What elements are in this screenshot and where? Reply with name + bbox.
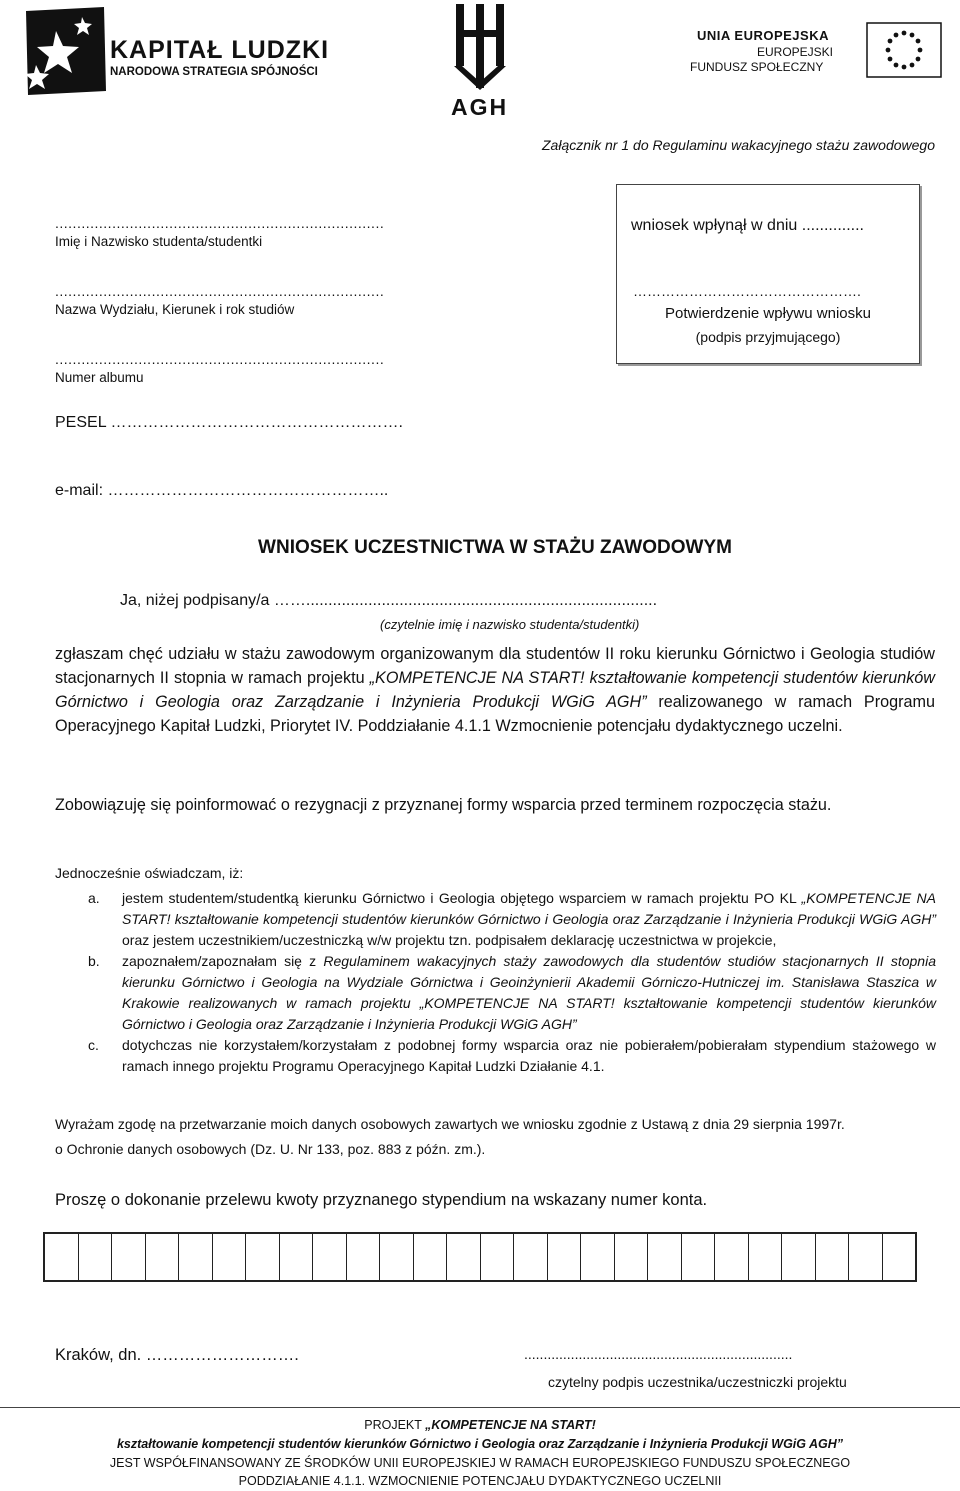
account-digit-cell[interactable] [447,1234,481,1280]
account-digit-cell[interactable] [146,1234,180,1280]
paragraph-text-1: zgłaszam chęć udziału w stażu zawodowym organizowanym dla studentów II roku kierunku Górnictwo i Geologia studiów stacjonarnych II stopnia w ramach projektu [55,645,935,687]
footer-line-3: JEST WSPÓŁFINANSOWANY ZE ŚRODKÓW UNII EUROPEJSKIEJ W RAMACH EUROPEJSKIEGO FUNDUSZU SPOŁECZNEGO [109,1456,851,1470]
faculty-label: Nazwa Wydziału, Kierunek i rok studiów [55,302,295,317]
list-item [88,951,936,1035]
document-title: WNIOSEK UCZESTNICTWA W STAŻU ZAWODOWYM [258,537,732,558]
pesel-field[interactable]: PESEL ………………………………………………. [55,414,403,431]
list-marker: a. [88,890,100,906]
account-digit-cell[interactable] [883,1234,916,1280]
paragraph-text-2: realizowanego w ramach Programu Operacyjnego Kapitał Ludzki, Priorytet IV. Poddziałanie 4.1.1 Wzmocnienie potencjału dydaktycznego uczelni. [55,693,936,735]
consent-line-1: Wyrażam zgodę na przetwarzanie moich danych osobowych zawartych we wniosku zgodnie z Ustawą z dnia 29 sierpnia 1997r. [55,1116,845,1132]
signed-name-field[interactable]: Ja, niżej podpisany/a ……............................................................................... [120,592,658,609]
place-date-field[interactable]: Kraków, dn. ………………………. [55,1346,299,1364]
resignation-paragraph: Zobowiązuję się poinformować o rezygnacji z przyznanej formy wsparcia przed terminem rozpoczęcia stażu. [55,796,832,814]
receipt-signature-dots[interactable]: …………………………………………. [633,283,861,299]
footer-project-name: „KOMPETENCJE NA START! [425,1418,596,1432]
eu-flag-icon [866,22,942,78]
consent-line-2: o Ochronie danych osobowych (Dz. U. Nr 133, poz. 883 z późn. zm.). [55,1141,486,1157]
kapital-ludzki-title: KAPITAŁ LUDZKI [110,36,330,64]
statements-list [88,888,936,1077]
footer-divider [0,1407,960,1408]
statement-regulation: Regulaminem wakacyjnych staży zawodowych dla studentów studiów stacjonarnych II stopnia kierunku Górnictwo i Geologia na Wydziale Górnictwa i Geoinżynierii Akademii Górniczo-Hutniczej im. Stanisława Staszica w Krakowie realizowanych w ramach projektu „KOMPETENCJE NA START! kształtowanie kompetencji studentów kierunków Górnictwo i Geologia oraz Zarządzanie i Inżynieria Produkcji WGiG AGH” [122,953,936,1032]
album-label: Numer albumu [55,370,144,385]
statement-project: „KOMPETENCJE NA START! kształtowanie kompetencji studentów kierunków Górnictwo i Geologia oraz Zarządzanie i Inżynieria Produkcji WGiG AGH” [122,890,936,927]
list-marker: c. [88,1037,99,1053]
eu-fund-line1: EUROPEJSKI [757,45,834,59]
signed-name-hint: (czytelnie imię i nazwisko studenta/studentki) [380,617,640,632]
footer-line-2: kształtowanie kompetencji studentów kierunków Górnictwo i Geologia oraz Zarządzanie i Inżynieria Produkcji WGiG AGH” [116,1437,844,1451]
kapital-ludzki-subtitle: NARODOWA STRATEGIA SPÓJNOŚCI [110,66,318,78]
account-digit-cell[interactable] [380,1234,414,1280]
participation-paragraph [55,642,935,738]
faculty-dots[interactable]: ........................................................................... [55,283,385,299]
received-date-field[interactable]: wniosek wpłynął w dniu .............. [631,217,864,234]
account-digit-cell[interactable] [849,1234,883,1280]
account-digit-cell[interactable] [45,1234,79,1280]
account-digit-cell[interactable] [313,1234,347,1280]
account-digit-cell[interactable] [246,1234,280,1280]
eu-title: UNIA EUROPEJSKA [697,28,829,43]
annex-label: Załącznik nr 1 do Regulaminu wakacyjnego stażu zawodowego [542,137,935,153]
account-digit-cell[interactable] [414,1234,448,1280]
footer-project-label: PROJEKT [364,1418,426,1432]
account-digit-cell[interactable] [481,1234,515,1280]
list-item [88,888,936,951]
name-dots[interactable]: ........................................................................... [55,215,385,231]
account-digit-cell[interactable] [682,1234,716,1280]
list-item [88,1035,936,1077]
account-number-grid[interactable] [43,1232,917,1282]
signature-label: czytelny podpis uczestnika/uczestniczki projektu [548,1374,847,1390]
statement-text: jestem studentem/studentką kierunku Górnictwo i Geologia objętego wsparciem w ramach projektu PO KL [122,890,802,906]
account-digit-cell[interactable] [548,1234,582,1280]
agh-text: AGH [451,94,509,120]
footer-line-4: PODDZIAŁANIE 4.1.1. WZMOCNIENIE POTENCJAŁU DYDAKTYCZNEGO UCZELNII [238,1474,722,1488]
album-dots[interactable]: ........................................................................... [55,351,385,367]
account-digit-cell[interactable] [179,1234,213,1280]
account-digit-cell[interactable] [347,1234,381,1280]
footer-line-1 [0,1418,960,1432]
account-digit-cell[interactable] [514,1234,548,1280]
email-field[interactable]: e-mail: …………………………………………….. [55,482,389,499]
project-name: „KOMPETENCJE NA START! kształtowanie kompetencji studentów kierunków Górnictwo i Geologia oraz Zarządzanie i Inżynieria Produkcji WGiG AGH” [55,669,935,711]
statements-intro: Jednocześnie oświadczam, iż: [55,865,244,881]
receipt-confirmation-label: Potwierdzenie wpływu wniosku [665,305,871,322]
account-digit-cell[interactable] [213,1234,247,1280]
statement-text-end: oraz jestem uczestnikiem/uczestniczką w/w projektu tzn. podpisałem deklarację uczestnictwa w projekcie, [122,932,777,948]
account-digit-cell[interactable] [816,1234,850,1280]
statement-text: dotychczas nie korzystałem/korzystałam z podobnej formy wsparcia oraz nie pobierałem/pobierałam stypendium stażowego w ramach innego projektu Programu Operacyjnego Kapitał Ludzki Działanie 4.1. [122,1037,936,1074]
account-digit-cell[interactable] [79,1234,113,1280]
account-digit-cell[interactable] [112,1234,146,1280]
account-digit-cell[interactable] [648,1234,682,1280]
transfer-request: Proszę o dokonanie przelewu kwoty przyznanego stypendium na wskazany numer konta. [55,1191,708,1209]
account-digit-cell[interactable] [715,1234,749,1280]
statement-text: zapoznałem/zapoznałam się z [122,953,324,969]
eu-fund-line2: FUNDUSZ SPOŁECZNY [690,60,824,74]
account-digit-cell[interactable] [280,1234,314,1280]
account-digit-cell[interactable] [581,1234,615,1280]
signature-dots[interactable]: ..................................................................... [524,1346,793,1362]
receipt-box [616,184,920,364]
account-digit-cell[interactable] [782,1234,816,1280]
list-marker: b. [88,953,100,969]
name-label: Imię i Nazwisko studenta/studentki [55,234,263,249]
account-digit-cell[interactable] [615,1234,649,1280]
account-digit-cell[interactable] [749,1234,783,1280]
receipt-signature-label: (podpis przyjmującego) [695,329,841,345]
